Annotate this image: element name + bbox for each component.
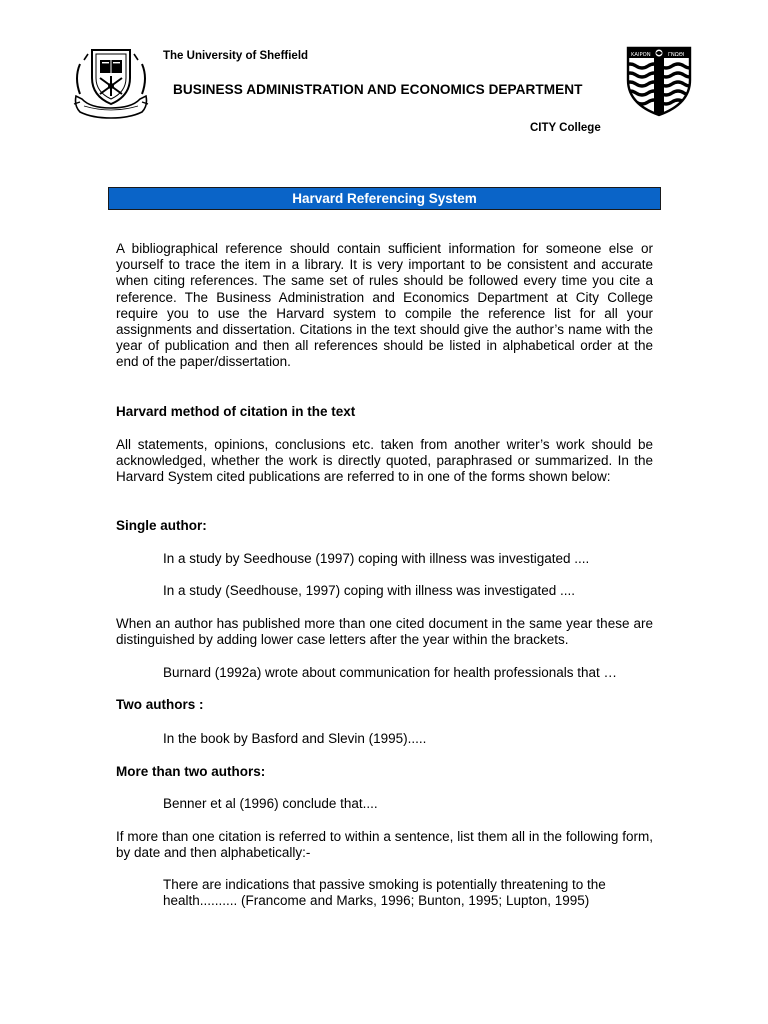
two-authors-example: In the book by Basford and Slevin (1995)..... (163, 731, 427, 746)
city-college-shield-icon (624, 44, 694, 118)
single-author-example-1: In a study by Seedhouse (1997) coping with illness was investigated .... (163, 551, 590, 566)
multiple-citations-example: There are indications that passive smoking is potentially threatening to the health.......... (Francome and Marks, 1996; Bunton, 1995; Lupton, 1995) (163, 877, 606, 909)
section-title-bar: Harvard Referencing System (108, 187, 661, 210)
citation-method-paragraph: All statements, opinions, conclusions etc. taken from another writer’s work should be acknowledged, whether the work is directly quoted, paraphrased or summarized. In the Harvard System cited publications are referred to in one of the forms shown below: (116, 437, 653, 485)
same-year-note: When an author has published more than one cited document in the same year these are distinguished by adding lower case letters after the year within the brackets. (116, 616, 653, 648)
more-authors-heading: More than two authors: (116, 764, 266, 779)
same-year-example: Burnard (1992a) wrote about communication for health professionals that … (163, 665, 617, 680)
citation-method-heading: Harvard method of citation in the text (116, 404, 356, 419)
university-crest-icon (70, 44, 152, 122)
department-name: BUSINESS ADMINISTRATION AND ECONOMICS DEPARTMENT (173, 82, 583, 97)
intro-paragraph: A bibliographical reference should contain sufficient information for someone else or yourself to trace the item in a library. It is very important to be consistent and accurate when citing references. The same set of rules should be followed every time you cite a reference. The Business Administration and Economics Department at City College require you to use the Harvard system to compile the reference list for all your assignments and dissertation. Citations in the text should give the author’s name with the year of publication and then all references should be listed in alphabetical order at the end of the paper/dissertation. (116, 241, 653, 370)
two-authors-heading: Two authors : (116, 697, 204, 712)
logo-text-left: ΚΑΙΡΟΝ (631, 52, 651, 58)
more-authors-example: Benner et al (1996) conclude that.... (163, 796, 378, 811)
multiple-citations-note: If more than one citation is referred to within a sentence, list them all in the following form, by date and then alphabetically:- (116, 829, 653, 861)
single-author-example-2: In a study (Seedhouse, 1997) coping with illness was investigated .... (163, 583, 575, 598)
single-author-heading: Single author: (116, 518, 207, 533)
logo-text-right: ΓΝΩΘΙ (668, 52, 685, 58)
college-name: CITY College (530, 122, 601, 134)
university-name: The University of Sheffield (163, 50, 309, 62)
